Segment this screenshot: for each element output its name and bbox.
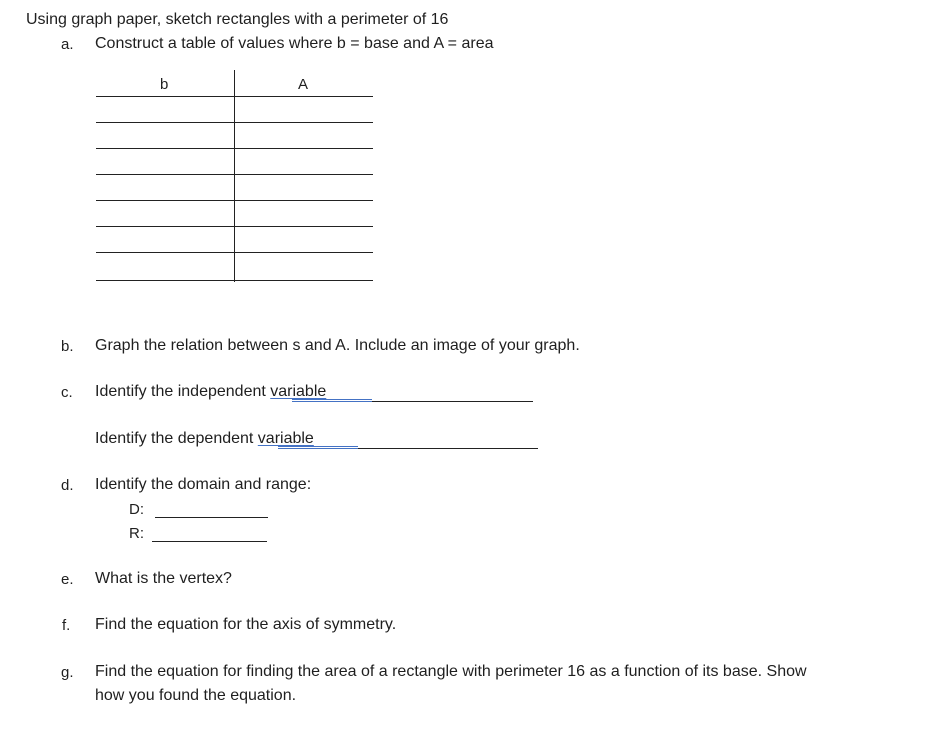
table-header-rule [96, 96, 373, 97]
dependent-proofing-underline [278, 446, 358, 449]
part-f-label: f. [62, 617, 71, 634]
independent-variable-answer-line[interactable] [372, 401, 533, 402]
domain-answer-line[interactable] [155, 517, 268, 518]
dependent-variable-answer-line[interactable] [358, 448, 538, 449]
table-of-values [96, 70, 373, 282]
part-b-label: b. [61, 338, 74, 355]
table-row [96, 174, 373, 175]
independent-variable-word: variable [270, 383, 327, 400]
range-label: R: [129, 525, 144, 542]
column-header-A: A [298, 76, 309, 93]
part-d-text: Identify the domain and range: [95, 476, 312, 493]
part-a-label: a. [61, 36, 74, 53]
independent-prompt-text: Identify the independent [95, 383, 271, 400]
table-row [96, 252, 373, 253]
part-g-label: g. [61, 664, 74, 681]
domain-label: D: [129, 501, 144, 518]
part-g-text-line1: Find the equation for finding the area of a rectangle with perimeter 16 as a function of its base. Show [95, 663, 807, 680]
table-row [96, 200, 373, 201]
part-c-label: c. [61, 384, 73, 401]
range-answer-line[interactable] [152, 541, 267, 542]
part-a-text: Construct a table of values where b = base and A = area [95, 35, 494, 52]
dependent-variable-word: variable [257, 430, 314, 447]
table-row [96, 280, 373, 281]
table-column-divider [234, 70, 235, 282]
part-g-text-line2: how you found the equation. [95, 687, 297, 704]
dependent-prompt-text: Identify the dependent [95, 430, 258, 447]
part-b-text: Graph the relation between s and A. Include an image of your graph. [95, 337, 580, 354]
part-e-text: What is the vertex? [95, 570, 232, 587]
table-row [96, 226, 373, 227]
table-row [96, 148, 373, 149]
independent-proofing-underline [292, 399, 372, 402]
part-e-label: e. [61, 571, 74, 588]
part-f-text: Find the equation for the axis of symmetry. [95, 616, 397, 633]
part-d-label: d. [61, 477, 74, 494]
column-header-b: b [160, 76, 169, 93]
table-row [96, 122, 373, 123]
worksheet-title: Using graph paper, sketch rectangles with a perimeter of 16 [26, 11, 449, 28]
